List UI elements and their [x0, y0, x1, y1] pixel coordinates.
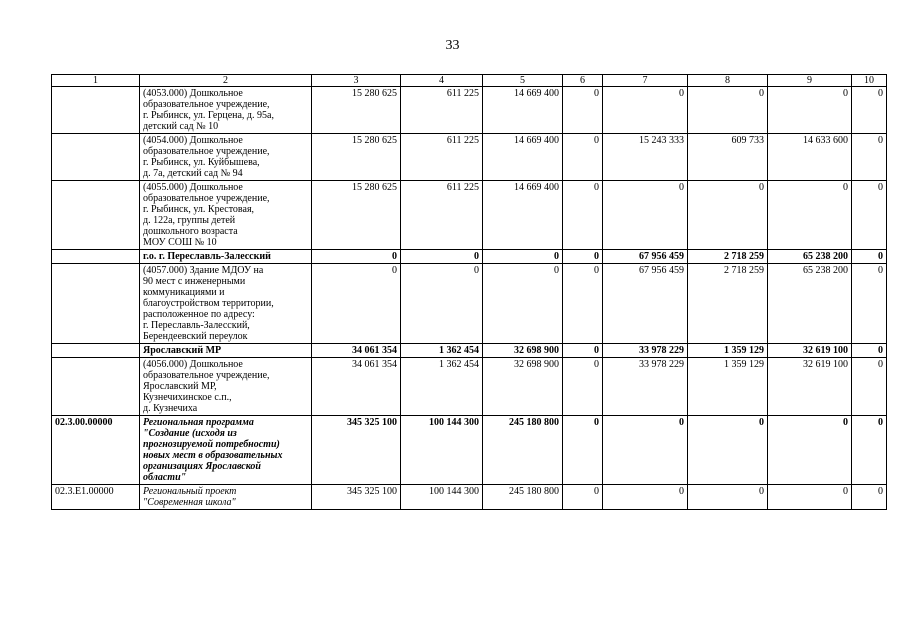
cell-value-col-10: 0 [852, 416, 887, 485]
row-name-line: д. 122а, группы детей [143, 215, 236, 226]
cell-value-col-6: 0 [563, 250, 603, 264]
cell-value-col-6: 0 [563, 87, 603, 134]
cell-value-col-4: 100 144 300 [401, 485, 483, 510]
cell-value-col-10: 0 [852, 134, 887, 181]
table-row [52, 344, 887, 358]
row-name [140, 134, 312, 181]
row-name-line: (4057.000) Здание МДОУ на [143, 265, 264, 276]
row-code [52, 87, 140, 134]
cell-value-col-8: 609 733 [688, 134, 768, 181]
budget-table [51, 74, 887, 510]
cell-value-col-4: 1 362 454 [401, 344, 483, 358]
column-header: 6 [563, 75, 603, 87]
cell-value-col-5: 32 698 900 [483, 344, 563, 358]
row-name-line: г. Переславль-Залесский, [143, 320, 250, 331]
cell-value-col-10: 0 [852, 358, 887, 416]
cell-value-col-4: 0 [401, 264, 483, 344]
cell-value-col-6: 0 [563, 485, 603, 510]
row-name-line: д. 7а, детский сад № 94 [143, 168, 243, 179]
row-name-line: г.о. г. Переславль-Залесский [143, 251, 271, 262]
cell-value-col-5: 14 669 400 [483, 87, 563, 134]
row-name-line: расположенное по адресу: [143, 309, 255, 320]
column-header: 10 [852, 75, 887, 87]
row-name-line: детский сад № 10 [143, 121, 219, 132]
cell-value-col-8: 0 [688, 485, 768, 510]
row-name [140, 181, 312, 250]
cell-value-col-10: 0 [852, 344, 887, 358]
cell-value-col-8: 0 [688, 416, 768, 485]
row-code: 02.3.00.00000 [52, 416, 140, 485]
row-name-line: (4055.000) Дошкольное [143, 182, 243, 193]
cell-value-col-6: 0 [563, 134, 603, 181]
cell-value-col-8: 0 [688, 87, 768, 134]
cell-value-col-9: 65 238 200 [768, 250, 852, 264]
column-header: 2 [140, 75, 312, 87]
row-code [52, 250, 140, 264]
cell-value-col-5: 0 [483, 250, 563, 264]
column-header: 1 [52, 75, 140, 87]
row-name-line: Ярославский МР [143, 345, 222, 356]
table-row [52, 485, 887, 510]
table-row [52, 358, 887, 416]
cell-value-col-7: 67 956 459 [603, 250, 688, 264]
cell-value-col-7: 0 [603, 485, 688, 510]
row-name [140, 485, 312, 510]
row-name-line: Региональная программа [143, 417, 254, 428]
cell-value-col-4: 0 [401, 250, 483, 264]
row-name [140, 416, 312, 485]
row-name-line: области" [143, 472, 187, 483]
cell-value-col-6: 0 [563, 416, 603, 485]
row-name-line: Региональный проект [143, 486, 237, 497]
cell-value-col-3: 0 [312, 264, 401, 344]
column-header: 4 [401, 75, 483, 87]
cell-value-col-9: 0 [768, 485, 852, 510]
cell-value-col-8: 0 [688, 181, 768, 250]
cell-value-col-5: 0 [483, 264, 563, 344]
cell-value-col-7: 0 [603, 416, 688, 485]
row-name-line: (4053.000) Дошкольное [143, 88, 243, 99]
cell-value-col-9: 65 238 200 [768, 264, 852, 344]
cell-value-col-9: 0 [768, 416, 852, 485]
row-name-line: д. Кузнечиха [143, 403, 198, 414]
cell-value-col-7: 0 [603, 181, 688, 250]
cell-value-col-9: 14 633 600 [768, 134, 852, 181]
row-code [52, 134, 140, 181]
table-row [52, 250, 887, 264]
row-name [140, 358, 312, 416]
cell-value-col-6: 0 [563, 344, 603, 358]
cell-value-col-3: 34 061 354 [312, 358, 401, 416]
row-name-line: образовательное учреждение, [143, 146, 270, 157]
cell-value-col-3: 15 280 625 [312, 134, 401, 181]
cell-value-col-8: 2 718 259 [688, 250, 768, 264]
cell-value-col-7: 33 978 229 [603, 344, 688, 358]
row-name-line: МОУ СОШ № 10 [143, 237, 217, 248]
row-name-line: "Создание (исходя из [143, 428, 237, 439]
cell-value-col-5: 245 180 800 [483, 485, 563, 510]
row-code [52, 358, 140, 416]
cell-value-col-10: 0 [852, 181, 887, 250]
cell-value-col-8: 1 359 129 [688, 344, 768, 358]
row-name-line: (4054.000) Дошкольное [143, 135, 243, 146]
cell-value-col-3: 15 280 625 [312, 87, 401, 134]
cell-value-col-10: 0 [852, 485, 887, 510]
cell-value-col-4: 611 225 [401, 134, 483, 181]
row-name-line: новых мест в образовательных [143, 450, 283, 461]
cell-value-col-9: 32 619 100 [768, 344, 852, 358]
table-header-row [52, 75, 887, 87]
table-row [52, 87, 887, 134]
cell-value-col-3: 0 [312, 250, 401, 264]
cell-value-col-4: 611 225 [401, 87, 483, 134]
cell-value-col-5: 245 180 800 [483, 416, 563, 485]
cell-value-col-3: 34 061 354 [312, 344, 401, 358]
cell-value-col-7: 33 978 229 [603, 358, 688, 416]
row-code: 02.3.E1.00000 [52, 485, 140, 510]
row-name-line: г. Рыбинск, ул. Куйбышева, [143, 157, 260, 168]
row-name-line: коммуникациями и [143, 287, 225, 298]
row-name-line: г. Рыбинск, ул. Герцена, д. 95а, [143, 110, 274, 121]
row-name-line: Берендеевский переулок [143, 331, 248, 342]
row-name-line: г. Рыбинск, ул. Крестовая, [143, 204, 255, 215]
row-name-line: образовательное учреждение, [143, 193, 270, 204]
table-row [52, 181, 887, 250]
cell-value-col-7: 15 243 333 [603, 134, 688, 181]
row-name [140, 250, 312, 264]
column-header: 9 [768, 75, 852, 87]
column-header: 3 [312, 75, 401, 87]
cell-value-col-3: 345 325 100 [312, 485, 401, 510]
cell-value-col-6: 0 [563, 264, 603, 344]
page-number: 33 [445, 38, 460, 53]
cell-value-col-9: 0 [768, 181, 852, 250]
cell-value-col-4: 1 362 454 [401, 358, 483, 416]
cell-value-col-7: 67 956 459 [603, 264, 688, 344]
row-name-line: "Современная школа" [143, 497, 236, 508]
row-name [140, 87, 312, 134]
cell-value-col-7: 0 [603, 87, 688, 134]
cell-value-col-9: 32 619 100 [768, 358, 852, 416]
row-name [140, 344, 312, 358]
cell-value-col-4: 100 144 300 [401, 416, 483, 485]
row-name-line: образовательное учреждение, [143, 370, 270, 381]
column-header: 5 [483, 75, 563, 87]
row-code [52, 181, 140, 250]
row-name-line: Кузнечихинское с.п., [143, 392, 232, 403]
cell-value-col-5: 32 698 900 [483, 358, 563, 416]
cell-value-col-10: 0 [852, 264, 887, 344]
cell-value-col-6: 0 [563, 181, 603, 250]
table-row [52, 416, 887, 485]
row-name-line: дошкольного возраста [143, 226, 238, 237]
row-name-line: организациях Ярославской [143, 461, 261, 472]
row-name-line: благоустройством территории, [143, 298, 274, 309]
row-name-line: прогнозируемой потребности) [143, 439, 280, 450]
row-name-line: Ярославский МР, [143, 381, 217, 392]
cell-value-col-5: 14 669 400 [483, 134, 563, 181]
cell-value-col-10: 0 [852, 250, 887, 264]
row-name-line: 90 мест с инженерными [143, 276, 246, 287]
row-name-line: (4056.000) Дошкольное [143, 359, 243, 370]
cell-value-col-5: 14 669 400 [483, 181, 563, 250]
cell-value-col-8: 1 359 129 [688, 358, 768, 416]
cell-value-col-3: 15 280 625 [312, 181, 401, 250]
cell-value-col-4: 611 225 [401, 181, 483, 250]
table-row [52, 134, 887, 181]
row-name [140, 264, 312, 344]
column-header: 8 [688, 75, 768, 87]
table-row [52, 264, 887, 344]
row-code [52, 344, 140, 358]
column-header: 7 [603, 75, 688, 87]
row-code [52, 264, 140, 344]
cell-value-col-3: 345 325 100 [312, 416, 401, 485]
cell-value-col-8: 2 718 259 [688, 264, 768, 344]
cell-value-col-9: 0 [768, 87, 852, 134]
cell-value-col-10: 0 [852, 87, 887, 134]
cell-value-col-6: 0 [563, 358, 603, 416]
row-name-line: образовательное учреждение, [143, 99, 270, 110]
